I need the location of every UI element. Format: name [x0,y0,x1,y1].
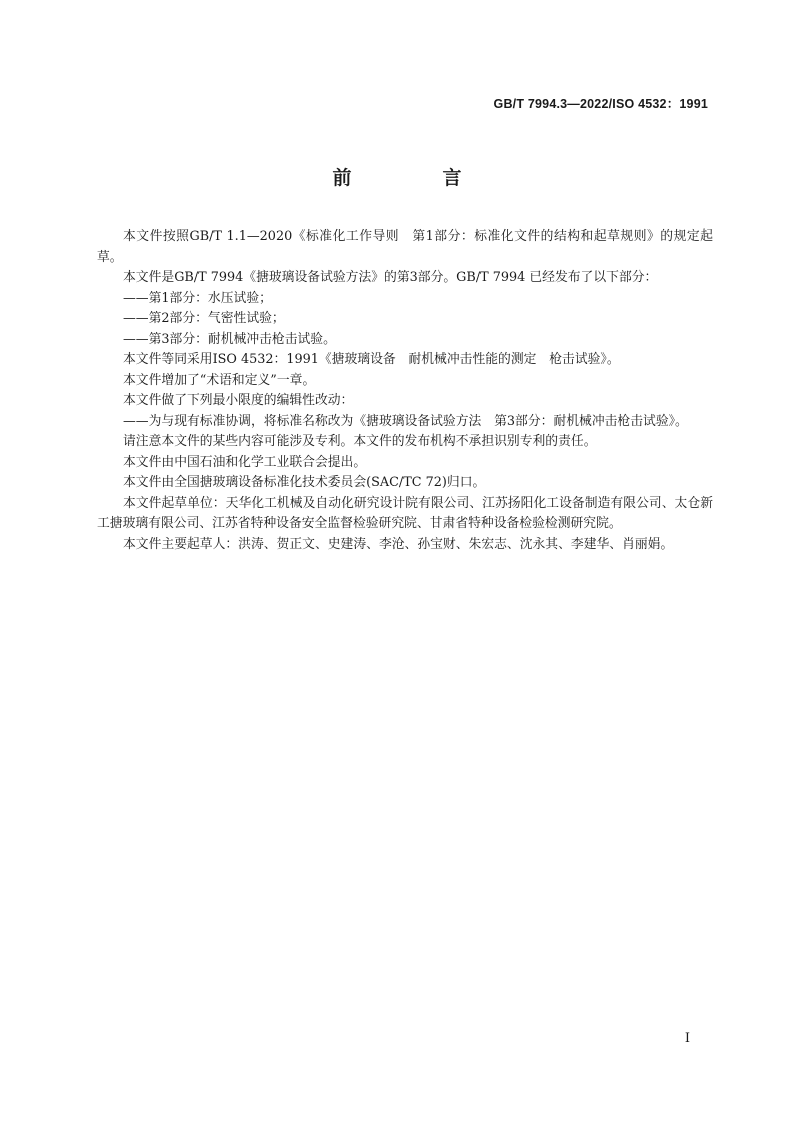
paragraph-patent-notice: 请注意本文件的某些内容可能涉及专利。本文件的发布机构不承担识别专利的责任。 [123,434,597,449]
paragraph-drafting-rules: 本文件按照GB/T 1.1—2020《标准化工作导则 第1部分：标准化文件的结构和起草规则》的规定起草。 [97,229,713,265]
paragraph-added-chapter: 本文件增加了“术语和定义”一章。 [123,372,316,388]
standard-code-header: GB/T 7994.3—2022/ISO 4532：1991 [493,97,708,111]
foreword-body [97,227,713,555]
list-item-name-change: ——为与现有标准协调，将标准名称改为《搪玻璃设备试验方法 第3部分：耐机械冲击枪击试验》。 [123,413,688,429]
list-item-part-1: ——第1部分：水压试验； [123,290,272,306]
paragraph-drafters: 本文件主要起草人：洪涛、贺正文、史建涛、李沧、孙宝财、朱宏志、沈永其、李建华、肖丽娟。 [123,536,674,552]
paragraph-committee: 本文件由全国搪玻璃设备标准化技术委员会(SAC/TC 72)归口。 [123,475,486,490]
paragraph-part-info: 本文件是GB/T 7994《搪玻璃设备试验方法》的第3部分。GB/T 7994 已经发布了以下部分： [123,270,658,285]
paragraph-editorial-changes: 本文件做了下列最小限度的编辑性改动： [123,393,354,408]
list-item-part-3: ——第3部分：耐机械冲击枪击试验。 [123,331,336,347]
paragraph-iso-adoption: 本文件等同采用ISO 4532：1991《搪玻璃设备 耐机械冲击性能的测定 枪击试验》。 [123,352,620,367]
page-number: I [684,1031,690,1046]
paragraph-proposer: 本文件由中国石油和化学工业联合会提出。 [123,454,367,470]
page-title: 前 言 [332,167,498,189]
list-item-part-2: ——第2部分：气密性试验； [123,311,285,326]
paragraph-drafting-units: 本文件起草单位：天华化工机械及自动化研究设计院有限公司、江苏扬阳化工设备制造有限公司、太仓新工搪玻璃有限公司、江苏省特种设备安全监督检验研究院、甘肃省特种设备检验检测研究院。 [97,495,713,531]
